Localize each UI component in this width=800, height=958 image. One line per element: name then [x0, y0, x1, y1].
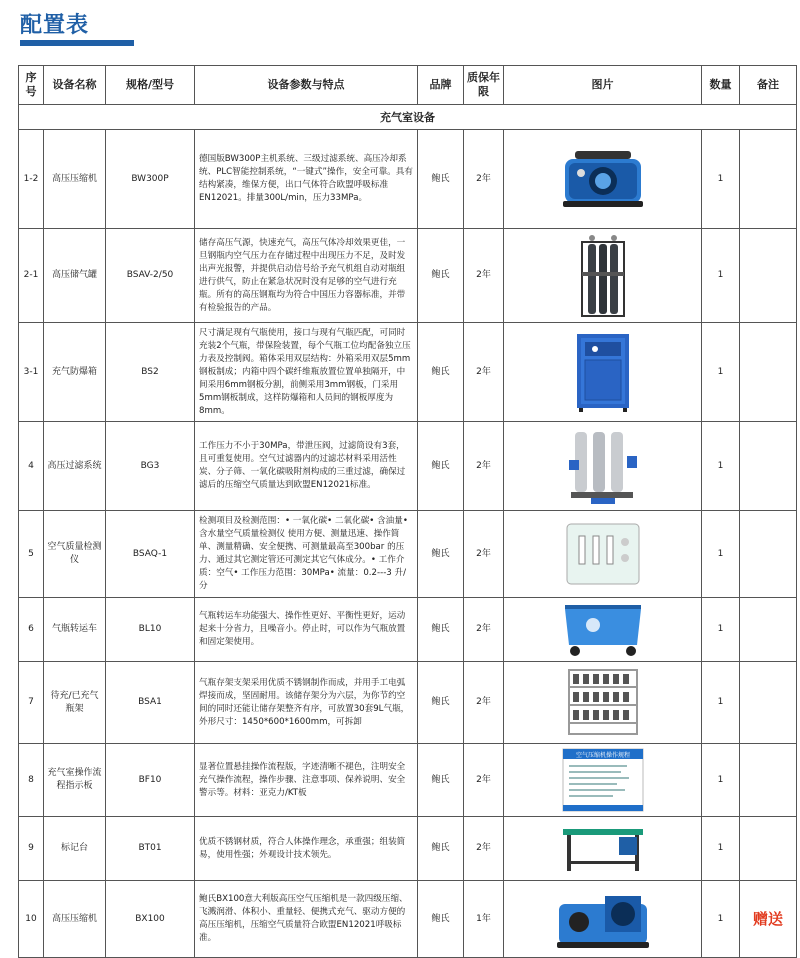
header-model: 规格/型号	[106, 66, 195, 105]
cell-remark	[740, 662, 797, 744]
section-row	[19, 105, 797, 130]
cell-brand: 鲍氏	[418, 662, 464, 744]
cell-qty: 1	[702, 817, 740, 881]
header-remark: 备注	[740, 66, 797, 105]
cell-name: 空气质量检测仪	[44, 511, 106, 598]
cell-model: BF10	[106, 744, 195, 817]
page-title: 配置表	[20, 13, 90, 38]
cell-remark	[740, 229, 797, 323]
operation-board-image	[561, 747, 645, 813]
cell-warranty: 2年	[464, 662, 504, 744]
cell-warranty: 2年	[464, 817, 504, 881]
cell-no: 4	[19, 422, 44, 511]
cell-remark: 赠送	[740, 881, 797, 958]
cell-qty: 1	[702, 744, 740, 817]
cell-picture	[504, 323, 702, 422]
cell-no: 1-2	[19, 130, 44, 229]
table-row	[19, 817, 797, 881]
cell-warranty: 2年	[464, 511, 504, 598]
cell-remark	[740, 130, 797, 229]
cell-desc: 鲍氏BX100意大利版高压空气压缩机是一款四级压缩、飞溅润滑、体积小、重量轻、便携式充气、驱动方便的高压压缩机，压缩空气质量符合欧盟EN12021呼吸标准。	[195, 881, 418, 958]
cell-brand: 鲍氏	[418, 323, 464, 422]
cell-brand: 鲍氏	[418, 744, 464, 817]
cylinder-cart-image	[559, 601, 647, 659]
cell-model: BS2	[106, 323, 195, 422]
table-row	[19, 511, 797, 598]
cell-model: BSA1	[106, 662, 195, 744]
cell-remark	[740, 323, 797, 422]
cell-picture	[504, 662, 702, 744]
cell-no: 2-1	[19, 229, 44, 323]
cell-name: 气瓶转运车	[44, 598, 106, 662]
table-row	[19, 881, 797, 958]
header-name: 设备名称	[44, 66, 106, 105]
cell-model: BG3	[106, 422, 195, 511]
cell-qty: 1	[702, 598, 740, 662]
cell-model: BL10	[106, 598, 195, 662]
cell-desc: 德国版BW300P主机系统、三级过滤系统、高压冷却系统、PLC智能控制系统，“一键式”操作，安全可靠。具有结构紧凑，维保方便，出口气体符合欧盟呼吸标准EN12021。排量300L/min，压力33MPa。	[195, 130, 418, 229]
cell-warranty: 2年	[464, 598, 504, 662]
section-title: 充气室设备	[19, 105, 797, 130]
table-row	[19, 662, 797, 744]
cell-desc: 尺寸满足现有气瓶使用，接口与现有气瓶匹配，可同时充装2个气瓶，带保险装置，每个气瓶工位均配备独立压力表及控制阀。箱体采用双层结构：外箱采用双层5mm钢板制成；内箱中四个碳纤维瓶放置位置单独隔开，中间采用6mm钢板分割，前侧采用3mm钢板，门采用5mm钢板制成，这样防爆箱和人员间的钢板厚度为8mm。	[195, 323, 418, 422]
header-qty: 数量	[702, 66, 740, 105]
cell-remark	[740, 422, 797, 511]
cell-desc: 气瓶转运车功能强大、操作性更好、平衡性更好，运动起来十分省力，且噪音小。停止时，可以作为气瓶放置和固定架使用。	[195, 598, 418, 662]
table-row	[19, 130, 797, 229]
header-brand: 品牌	[418, 66, 464, 105]
cell-picture	[504, 422, 702, 511]
header-picture: 图片	[504, 66, 702, 105]
table-row	[19, 323, 797, 422]
cell-remark	[740, 511, 797, 598]
cell-no: 10	[19, 881, 44, 958]
cell-name: 充气防爆箱	[44, 323, 106, 422]
table-row	[19, 744, 797, 817]
cell-brand: 鲍氏	[418, 881, 464, 958]
table-row	[19, 598, 797, 662]
filter-system-image	[561, 426, 645, 506]
cell-no: 3-1	[19, 323, 44, 422]
cell-brand: 鲍氏	[418, 229, 464, 323]
cell-brand: 鲍氏	[418, 422, 464, 511]
cell-picture	[504, 881, 702, 958]
cell-remark	[740, 817, 797, 881]
cell-picture	[504, 511, 702, 598]
cell-qty: 1	[702, 229, 740, 323]
cell-qty: 1	[702, 881, 740, 958]
portable-compressor-image	[553, 886, 653, 952]
cell-qty: 1	[702, 422, 740, 511]
cell-warranty: 2年	[464, 323, 504, 422]
cell-desc: 显著位置悬挂操作流程版，字迹清晰不褪色，注明安全充气操作流程，操作步骤、注意事项、保养说明、安全警示等。材料：亚克力/KT板	[195, 744, 418, 817]
cell-name: 标记台	[44, 817, 106, 881]
cell-no: 9	[19, 817, 44, 881]
cell-desc: 气瓶存架支架采用优质不锈钢制作而成，并用手工电弧焊接而成，坚固耐用。该储存架分为六层，为你节约空间的同时还能让储存架整齐有序，可放置30套9L气瓶，外形尺寸：1450*600*1600mm，可拆卸	[195, 662, 418, 744]
header-warranty: 质保年限	[464, 66, 504, 105]
cell-warranty: 2年	[464, 229, 504, 323]
header-row	[19, 66, 797, 105]
cell-desc: 工作压力不小于30MPa，带泄压阀，过滤筒设有3套，且可重复使用。空气过滤器内的过滤芯材料采用活性炭、分子筛、一氧化碳吸附剂构成的三重过滤，确保过滤后的压缩空气质量达到欧盟EN12021标准。	[195, 422, 418, 511]
header-params: 设备参数与特点	[195, 66, 418, 105]
gas-storage-image	[578, 232, 628, 320]
cell-qty: 1	[702, 323, 740, 422]
air-quality-tester-image	[563, 518, 643, 590]
cell-remark	[740, 598, 797, 662]
cell-name: 高压储气罐	[44, 229, 106, 323]
cell-warranty: 2年	[464, 744, 504, 817]
cell-brand: 鲍氏	[418, 511, 464, 598]
compressor-image	[555, 143, 651, 215]
cell-name: 待充/已充气瓶架	[44, 662, 106, 744]
config-table	[18, 65, 797, 958]
cell-name: 高压压缩机	[44, 881, 106, 958]
cell-warranty: 1年	[464, 881, 504, 958]
cell-qty: 1	[702, 662, 740, 744]
explosion-proof-box-image	[571, 330, 635, 414]
cell-name: 高压过滤系统	[44, 422, 106, 511]
board-title-text: 空气压缩机操作规程	[575, 752, 630, 759]
cell-picture	[504, 229, 702, 323]
cell-picture	[504, 598, 702, 662]
cell-name: 充气室操作流程指示板	[44, 744, 106, 817]
cell-qty: 1	[702, 511, 740, 598]
cell-brand: 鲍氏	[418, 598, 464, 662]
cell-name: 高压压缩机	[44, 130, 106, 229]
table-row	[19, 229, 797, 323]
cell-no: 8	[19, 744, 44, 817]
title-underline	[20, 40, 134, 46]
header-no: 序号	[19, 66, 44, 105]
cell-picture	[504, 744, 702, 817]
cylinder-rack-image	[565, 666, 641, 740]
cell-model: BW300P	[106, 130, 195, 229]
cell-brand: 鲍氏	[418, 130, 464, 229]
cell-desc: 检测项目及检测范围：• 一氧化碳• 二氧化碳• 含油量• 含水量空气质量检测仪 使用方便、测量迅速、操作简单、测量精确、安全便携、可测量最高至300bar 的压力、通过其它测定管还可测定其它气体成分。• 工作介质：空气• 工作压力范围：30MPa• 流量：0.2---3 升/分	[195, 511, 418, 598]
cell-picture	[504, 130, 702, 229]
marking-table-image	[559, 823, 647, 875]
cell-warranty: 2年	[464, 130, 504, 229]
cell-remark	[740, 744, 797, 817]
cell-model: BSAQ-1	[106, 511, 195, 598]
cell-model: BT01	[106, 817, 195, 881]
cell-desc: 储存高压气源，快速充气，高压气体冷却效果更佳，一旦钢瓶内空气压力在存储过程中出现压力不足，及时发出声光报警，并提供启动信号给予充气机组自动对瓶组进行供气，防止在紧急状况时没有足够的空气进行充瓶。所有的高压钢瓶均为符合中国压力容器标准，并带有检验报告的产品。	[195, 229, 418, 323]
table-row	[19, 422, 797, 511]
cell-picture	[504, 817, 702, 881]
cell-model: BSAV-2/50	[106, 229, 195, 323]
cell-qty: 1	[702, 130, 740, 229]
cell-no: 5	[19, 511, 44, 598]
cell-no: 6	[19, 598, 44, 662]
cell-warranty: 2年	[464, 422, 504, 511]
cell-desc: 优质不锈钢材质，符合人体操作理念，承重强；组装简易，使用性强；外观设计技术领先。	[195, 817, 418, 881]
cell-brand: 鲍氏	[418, 817, 464, 881]
cell-model: BX100	[106, 881, 195, 958]
cell-no: 7	[19, 662, 44, 744]
